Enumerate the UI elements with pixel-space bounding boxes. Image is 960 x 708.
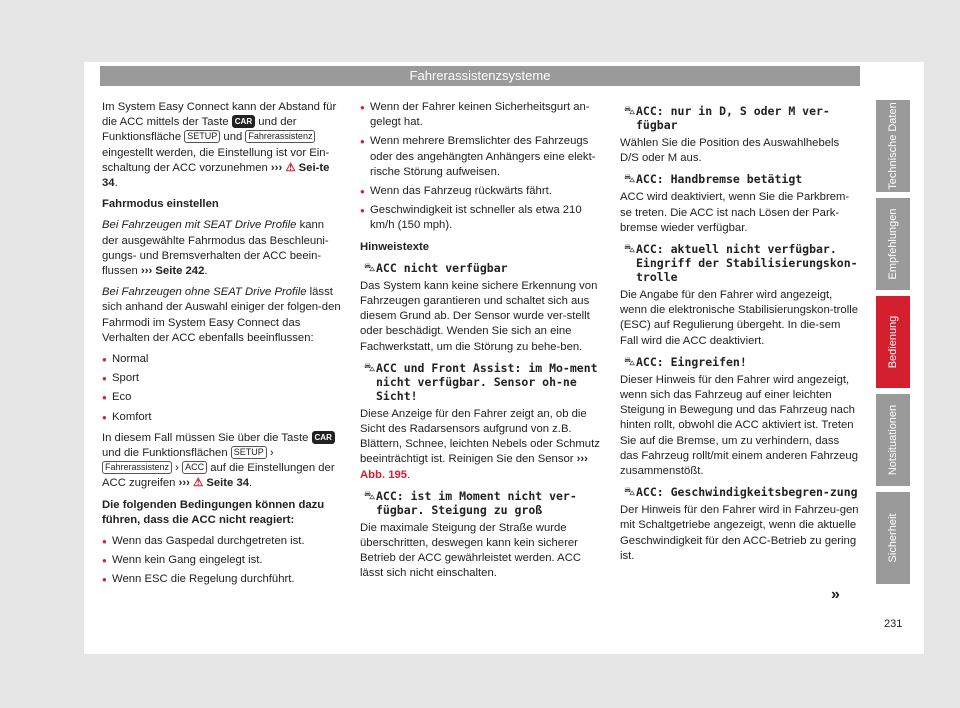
tab-sicherheit[interactable]: Sicherheit — [876, 492, 910, 584]
message-text: Der Hinweis für den Fahrer wird in Fahrzeu-gen mit Schaltgetriebe angezeigt, wenn die aktuelle Geschwindigkeit für den ACC-Betrieb zu gering ist. — [620, 504, 859, 562]
setup-key: SETUP — [231, 446, 267, 459]
message-heading: ⛍ ACC: nur in D, S oder M ver-fügbar — [624, 104, 830, 132]
car-key-icon: CAR — [232, 115, 255, 128]
message-text: Dieser Hinweis für den Fahrer wird angezeigt, wenn sich das Fahrzeug auf einer leichten Steigung in Bewegung und das Fahrzeug nach hinten rollt, obwohl die ACC aktiviert ist. Treten Sie auf die Bremse, um zu verhindern, dass das Fahrzeug rollt/mit einem anderen Fahrzeug zusammenstößt. — [620, 373, 858, 478]
acc-symbol-icon: ⛍ — [364, 260, 376, 274]
message-heading: ⛍ ACC nicht verfügbar — [364, 260, 508, 275]
drive-modes-list — [102, 352, 342, 425]
tab-empfehlungen[interactable]: Empfehlungen — [876, 198, 910, 290]
message-heading: ⛍ ACC und Front Assist: im Mo-ment nicht verfügbar. Sensor oh-ne Sicht! — [364, 360, 598, 403]
tab-notsituationen[interactable]: Notsituationen — [876, 394, 910, 486]
acc-symbol-icon: ⛍ — [624, 104, 636, 117]
page-number: 231 — [884, 618, 903, 630]
continue-arrow: » — [831, 586, 840, 603]
heading-fahrmodus: Fahrmodus einstellen — [102, 198, 219, 211]
list-item: ● Sport — [102, 371, 342, 386]
page-ref[interactable]: Seite 34 — [206, 477, 250, 490]
page-ref[interactable]: Sei-te 34 — [102, 161, 330, 190]
message-text: Wählen Sie die Position des Auswahlhebels D/S oder M aus. — [620, 137, 840, 165]
paragraph-access: In diesem Fall müssen Sie über die Taste CAR und die Funktionsflächen SETUP › Fahrerassistenz › ACC auf die Einstellungen der ACC zugreifen ››› ⚠ Seite 34. — [102, 431, 335, 490]
paragraph-intro: Im System Easy Connect kann der Abstand für die ACC mittels der Taste CAR und der Funktionsfläche SETUP und Fahrerassistenz eingestellt werden, die Einstellung ist vor Ein-schaltung der ACC vorzunehmen ››› ⚠ Sei-te 34. — [102, 101, 337, 190]
list-item: ● Wenn das Fahrzeug rückwärts fährt. — [360, 184, 600, 199]
list-item: ● Eco — [102, 390, 342, 405]
page-title: Fahrerassistenzsysteme — [409, 68, 551, 83]
message-text: ACC wird deaktiviert, wenn Sie die Parkbrem-se treten. Die ACC ist nach Lösen der Park-bremse wieder verfügbar. — [620, 191, 850, 234]
column-3 — [620, 100, 860, 570]
acc-symbol-icon: ⛍ — [364, 360, 376, 374]
message-heading: ⛍ ACC: Geschwindigkeitsbegren-zung — [624, 485, 858, 500]
list-item: ● Komfort — [102, 410, 342, 425]
setup-key: SETUP — [184, 130, 220, 143]
message-heading: ⛍ ACC: Handbremse betätigt — [624, 172, 803, 187]
conditions-list-continued — [360, 100, 600, 234]
message-heading: ⛍ ACC: ist im Moment nicht ver-fügbar. Steigung zu groß — [364, 488, 577, 517]
fahrerassistenz-key: Fahrerassistenz — [245, 130, 315, 143]
acc-symbol-icon: ⛍ — [624, 354, 636, 368]
column-1 — [102, 100, 342, 594]
figure-ref[interactable]: Abb. 195 — [360, 468, 408, 481]
fahrerassistenz-key: Fahrerassistenz — [102, 461, 172, 474]
list-item: ● Normal — [102, 352, 342, 367]
warning-icon: ⚠ — [285, 161, 296, 174]
warning-icon: ⚠ — [193, 477, 204, 490]
page-ref[interactable]: Seite 242 — [155, 265, 205, 278]
acc-symbol-icon: ⛍ — [364, 488, 376, 502]
paragraph-no-drive-profile: Bei Fahrzeugen ohne SEAT Drive Profile lässt sich anhand der Auswahl einiger der folgen-den Fahrmodi im System Easy Connect das Verhalten der ACC ebenfalls beeinflussen: — [102, 286, 341, 344]
acc-key: ACC — [182, 461, 207, 474]
list-item: ● Wenn der Fahrer keinen Sicherheitsgurt an-gelegt hat. — [360, 100, 600, 130]
list-item: ● Wenn kein Gang eingelegt ist. — [102, 553, 342, 568]
heading-hinweistexte: Hinweistexte — [360, 240, 430, 253]
acc-symbol-icon: ⛍ — [624, 242, 636, 256]
list-item: ● Geschwindigkeit ist schneller als etwa 210 km/h (150 mph). — [360, 203, 600, 233]
paragraph-drive-profile: Bei Fahrzeugen mit SEAT Drive Profile kann der ausgewählte Fahrmodus das Beschleuni-gungs- und Bremsverhalten der ACC beein-flussen ››› Seite 242. — [102, 219, 329, 278]
message-text: Diese Anzeige für den Fahrer zeigt an, ob die Sicht des Radarsensors aufgrund von z.B. Blättern, Schnee, leichten Nebels oder Schmutz beeinträchtigt ist. Reinigen Sie den Sensor ››› Abb. 195. — [360, 407, 600, 481]
column-2 — [360, 100, 600, 588]
message-text: Das System kann keine sichere Erkennung von Fahrzeugen garantieren und schaltet sich aus diesem Grund ab. Der Sensor wurde ver-stellt oder beschädigt. Wenden Sie sich an eine Fachwerkstatt, um die Störung zu behe-ben. — [360, 279, 598, 353]
tab-technische-daten[interactable]: Technische Daten — [876, 100, 910, 192]
list-item: ● Wenn ESC die Regelung durchführt. — [102, 572, 342, 587]
acc-symbol-icon: ⛍ — [624, 485, 636, 499]
message-text: Die maximale Steigung der Straße wurde überschritten, deswegen kann kein sicherer Betrieb der ACC gewährleistet werden. ACC lässt sich nicht einschalten. — [360, 521, 582, 580]
heading-conditions: Die folgenden Bedingungen können dazu führen, dass die ACC nicht reagiert: — [102, 498, 325, 526]
acc-symbol-icon: ⛍ — [624, 172, 636, 186]
message-heading: ⛍ ACC: Eingreifen! — [624, 354, 747, 369]
list-item: ● Wenn das Gaspedal durchgetreten ist. — [102, 534, 342, 549]
list-item: ● Wenn mehrere Bremslichter des Fahrzeugs oder des angehängten Anhängers eine elekt-rische Störung aufweisen. — [360, 134, 600, 180]
conditions-list — [102, 534, 342, 588]
message-heading: ⛍ ACC: aktuell nicht verfügbar. Eingriff der Stabilisierungskon-trolle — [624, 242, 858, 285]
tab-bedienung[interactable]: Bedienung — [876, 296, 910, 388]
car-key-icon: CAR — [312, 431, 335, 444]
message-text: Die Angabe für den Fahrer wird angezeigt, wenn die elektronische Stabilisierungskon-trolle (ESC) auf Regulierung übergeht. In die-sem Fall wird die ACC deaktiviert. — [620, 289, 858, 347]
